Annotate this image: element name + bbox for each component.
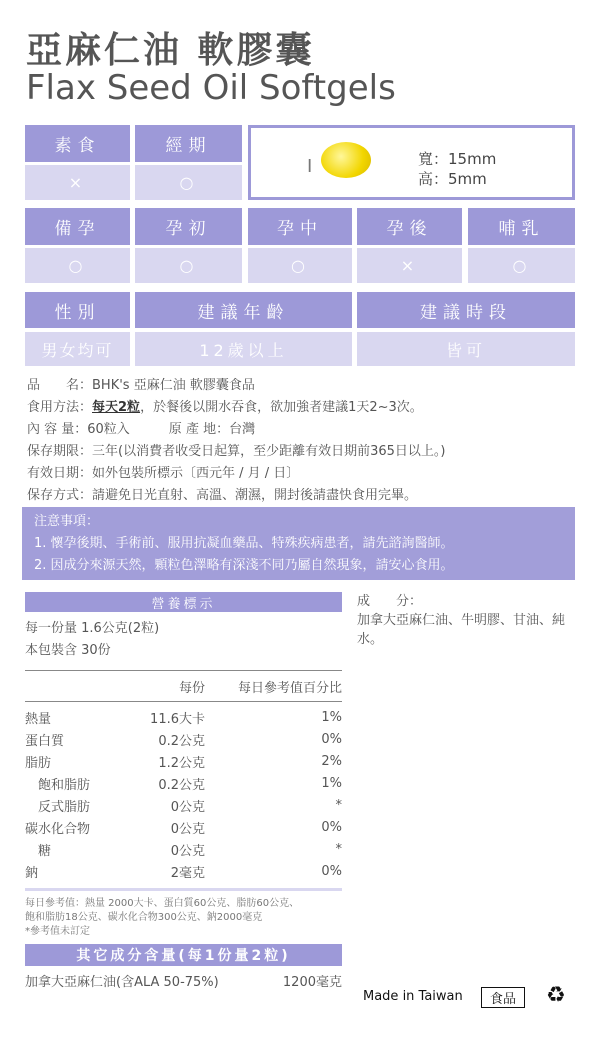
breastfeeding-label: 哺乳 [468, 208, 575, 245]
pre-pregnancy-label: 備孕 [25, 208, 130, 245]
nutrition-amount: 0公克 [170, 843, 205, 859]
ingredients [357, 592, 579, 649]
nutrition-amount: 2毫克 [170, 865, 205, 881]
age-value: 12歲以上 [135, 332, 352, 366]
period-value: ○ [135, 165, 242, 200]
usage-text: ，於餐後以開水吞食，欲加強者建議1天2~3次。 [140, 400, 423, 415]
notice-item: 2. 因成分來源天然，顆粒色澤略有深淺不同乃屬自然現象，請安心食用。 [34, 558, 454, 573]
content: 內 容 量：60粒入 原 產 地：台灣 [27, 422, 256, 437]
size-box [248, 125, 575, 200]
nutrition-name: 熱量 [25, 711, 52, 727]
nutrition-name: 脂肪 [25, 755, 52, 771]
notice-title: 注意事項： [34, 514, 100, 529]
nutrition-row [25, 860, 342, 882]
size-width: 寬：15mm [418, 150, 497, 168]
early-pregnancy-value: ○ [135, 248, 242, 283]
nutrition-pct: 1% [321, 709, 342, 725]
title-en: Flax Seed Oil Softgels [26, 68, 396, 108]
made-in-taiwan: Made in Taiwan [363, 989, 463, 1004]
nutrition-row [25, 772, 342, 794]
softgel-image [321, 142, 371, 178]
nutrition-amount: 0公克 [170, 799, 205, 815]
vegetarian-label: 素食 [25, 125, 130, 162]
servings-per-pack: 本包裝含 30份 [25, 643, 111, 658]
col-daily-value: 每日參考值百分比 [237, 680, 342, 696]
storage: 保存方式：請避免日光直射、高溫、潮濕，開封後請盡快食用完畢。 [27, 488, 418, 503]
time-label: 建議時段 [357, 292, 575, 328]
nutrition-name: 蛋白質 [25, 733, 65, 749]
time-value: 皆可 [357, 332, 575, 366]
shelf-life: 保存期限：三年(以消費者收受日起算，至少距離有效日期前365日以上。) [27, 444, 446, 459]
nutrition-row [25, 728, 342, 750]
expiry: 有效日期：如外包裝所標示〔西元年 / 月 / 日〕 [27, 466, 300, 481]
pre-pregnancy-value: ○ [25, 248, 130, 283]
other-ingredient: 加拿大亞麻仁油(含ALA 50-75%) [25, 974, 219, 990]
late-pregnancy-label: 孕後 [357, 208, 462, 245]
footnote: 每日參考值：熱量 2000大卡、蛋白質60公克、脂肪60公克、 [25, 898, 300, 909]
notice-box [22, 507, 575, 580]
late-pregnancy-value: × [357, 248, 462, 283]
other-title: 其它成分含量(每1份量2粒) [25, 944, 342, 966]
product-name: 品 名：BHK's 亞麻仁油 軟膠囊食品 [27, 378, 255, 393]
gender-label: 性別 [25, 292, 130, 328]
nutrition-name: 反式脂肪 [25, 799, 91, 815]
nutrition-row [25, 750, 342, 772]
nutrition-pct: * [335, 841, 342, 857]
usage-dose: 每天2粒 [92, 400, 141, 415]
nutrition-pct: 1% [321, 775, 342, 791]
nutrition-name: 碳水化合物 [25, 821, 91, 837]
food-badge: 食品 [481, 987, 525, 1008]
nutrition-row [25, 706, 342, 728]
height-marker-icon: I [307, 156, 313, 177]
mid-pregnancy-value: ○ [248, 248, 352, 283]
nutrition-panel [25, 592, 342, 994]
nutrition-amount: 0.2公克 [158, 777, 205, 793]
nutrition-pct: 0% [321, 819, 342, 835]
breastfeeding-value: ○ [468, 248, 575, 283]
nutrition-pct: 2% [321, 753, 342, 769]
nutrition-pct: 0% [321, 731, 342, 747]
usage-label: 食用方法： [27, 400, 93, 415]
nutrition-amount: 0.2公克 [158, 733, 205, 749]
nutrition-title: 營養標示 [25, 592, 342, 612]
other-amount: 1200毫克 [282, 974, 342, 990]
size-height: 高：5mm [418, 170, 487, 188]
nutrition-row [25, 794, 342, 816]
vegetarian-value: × [25, 165, 130, 200]
nutrition-rows [25, 706, 342, 882]
footnote: *參考值未訂定 [25, 926, 90, 937]
nutrition-amount: 1.2公克 [158, 755, 205, 771]
footnote: 飽和脂肪18公克、碳水化合物300公克、鈉2000毫克 [25, 912, 263, 923]
period-label: 經期 [135, 125, 242, 162]
recycle-icon: ♻ [546, 983, 566, 1008]
col-per-serving: 每份 [178, 680, 205, 696]
serving-size: 每一份量 1.6公克(2粒) [25, 621, 160, 636]
nutrition-name: 飽和脂肪 [25, 777, 91, 793]
nutrition-pct: 0% [321, 863, 342, 879]
gender-value: 男女均可 [25, 332, 130, 366]
notice-item: 1. 懷孕後期、手術前、服用抗凝血藥品、特殊疾病患者，請先諮詢醫師。 [34, 536, 454, 551]
nutrition-pct: * [335, 797, 342, 813]
early-pregnancy-label: 孕初 [135, 208, 242, 245]
usage [27, 396, 423, 415]
nutrition-amount: 11.6大卡 [150, 711, 205, 727]
age-label: 建議年齡 [135, 292, 352, 328]
nutrition-name: 糖 [25, 843, 52, 859]
title-zh: 亞麻仁油 軟膠囊 [26, 30, 315, 71]
ingredients-text: 加拿大亞麻仁油、牛明膠、甘油、純水。 [357, 613, 566, 647]
nutrition-name: 鈉 [25, 865, 39, 881]
nutrition-amount: 0公克 [170, 821, 205, 837]
nutrition-row [25, 816, 342, 838]
mid-pregnancy-label: 孕中 [248, 208, 352, 245]
nutrition-row [25, 838, 342, 860]
ingredients-label: 成 分： [357, 594, 423, 609]
